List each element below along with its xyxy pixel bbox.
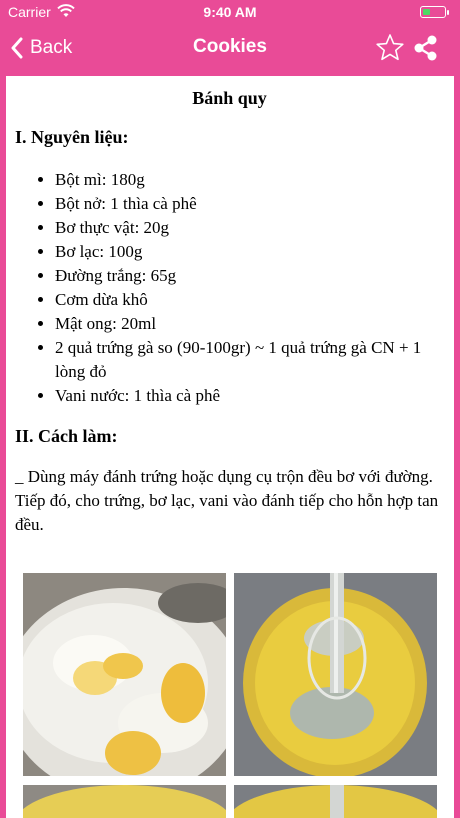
ingredients-heading: I. Nguyên liệu: (15, 127, 129, 147)
favorite-star-icon[interactable] (374, 32, 406, 64)
photo-coconut-butter-mix (23, 573, 226, 776)
battery-icon (420, 6, 446, 18)
page-title: Cookies (193, 36, 267, 57)
article-title: Bánh quy (192, 88, 267, 108)
photo-mixing-batter (234, 573, 437, 776)
list-item: • Đường trắng: 65g (55, 264, 444, 288)
photo-dough-mixing (234, 785, 437, 818)
list-item: • Bơ lạc: 100g (55, 240, 444, 264)
carrier-label: Carrier (8, 4, 51, 20)
article-content[interactable] (6, 76, 454, 818)
back-label: Back (30, 37, 73, 58)
list-item: • Bơ thực vật: 20g (55, 216, 444, 240)
list-item: • Cơm dừa khô (55, 288, 444, 312)
method-step-text: _ Dùng máy đánh trứng hoặc dụng cụ trộn đều bơ với đường. Tiếp đó, cho trứng, bơ lạc, vani vào đánh tiếp cho hỗn hợp tan đều. (15, 467, 439, 534)
list-item: • Mật ong: 20ml (55, 312, 444, 336)
list-item: • Vani nước: 1 thìa cà phê (55, 384, 444, 408)
battery-fill (423, 9, 430, 15)
ingredients-list (15, 168, 444, 408)
photo-dough-step (23, 785, 226, 818)
list-item: • Bột nở: 1 thìa cà phê (55, 192, 444, 216)
method-heading: II. Cách làm: (15, 426, 118, 446)
navigation-bar (0, 24, 460, 72)
status-bar (0, 0, 460, 24)
clock: 9:40 AM (203, 4, 257, 20)
list-item: • Bột mì: 180g (55, 168, 444, 192)
share-icon[interactable] (410, 32, 442, 64)
list-item: • 2 quả trứng gà so (90-100gr) ~ 1 quả trứng gà CN + 1 lòng đỏ (55, 336, 444, 384)
